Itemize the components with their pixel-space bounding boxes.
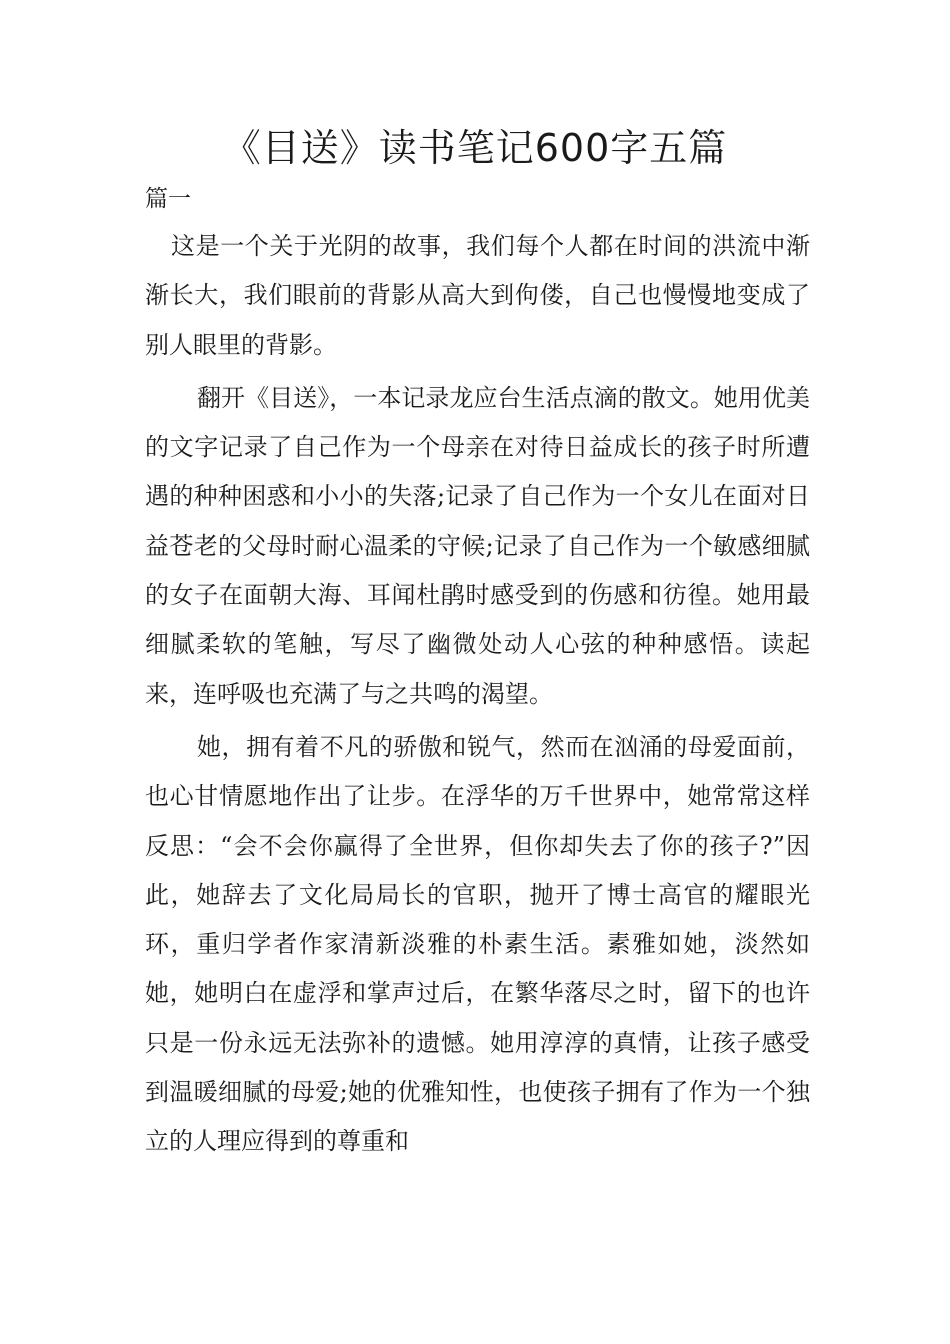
- paragraph: 翻开《目送》，一本记录龙应台生活点滴的散文。她用优美的文字记录了自己作为一个母亲在对待日益成长的孩子时所遭遇的种种困惑和小小的失落;记录了自己作为一个女儿在面对日益苍老的父母时耐心温柔的守候;记录了自己作为一个敏感细腻的女子在面朝大海、耳闻杜鹃时感受到的伤感和彷徨。她用最细腻柔软的笔触，写尽了幽微处动人心弦的种种感悟。读起来，连呼吸也充满了与之共鸣的渴望。: [145, 383, 810, 708]
- section-label: 篇一: [145, 186, 191, 212]
- document-title: 《目送》读书笔记600字五篇: [222, 126, 728, 170]
- paragraph: 这是一个关于光阴的故事，我们每个人都在时间的洪流中渐渐长大，我们眼前的背影从高大到佝偻，自己也慢慢地变成了别人眼里的背影。: [145, 232, 810, 359]
- paragraph: 她，拥有着不凡的骄傲和锐气，然而在汹涌的母爱面前，也心甘情愿地作出了让步。在浮华的万千世界中，她常常这样反思：“会不会你赢得了全世界，但你却失去了你的孩子?”因此，她辞去了文化局局长的官职，抛开了博士高官的耀眼光环，重归学者作家清新淡雅的朴素生活。素雅如她，淡然如她，她明白在虚浮和掌声过后，在繁华落尽之时，留下的也许只是一份永远无法弥补的遗憾。她用淳淳的真情，让孩子感受到温暖细腻的母爱;她的优雅知性，也使孩子拥有了作为一个独立的人理应得到的尊重和: [145, 732, 810, 1156]
- body-text: [145, 222, 810, 1171]
